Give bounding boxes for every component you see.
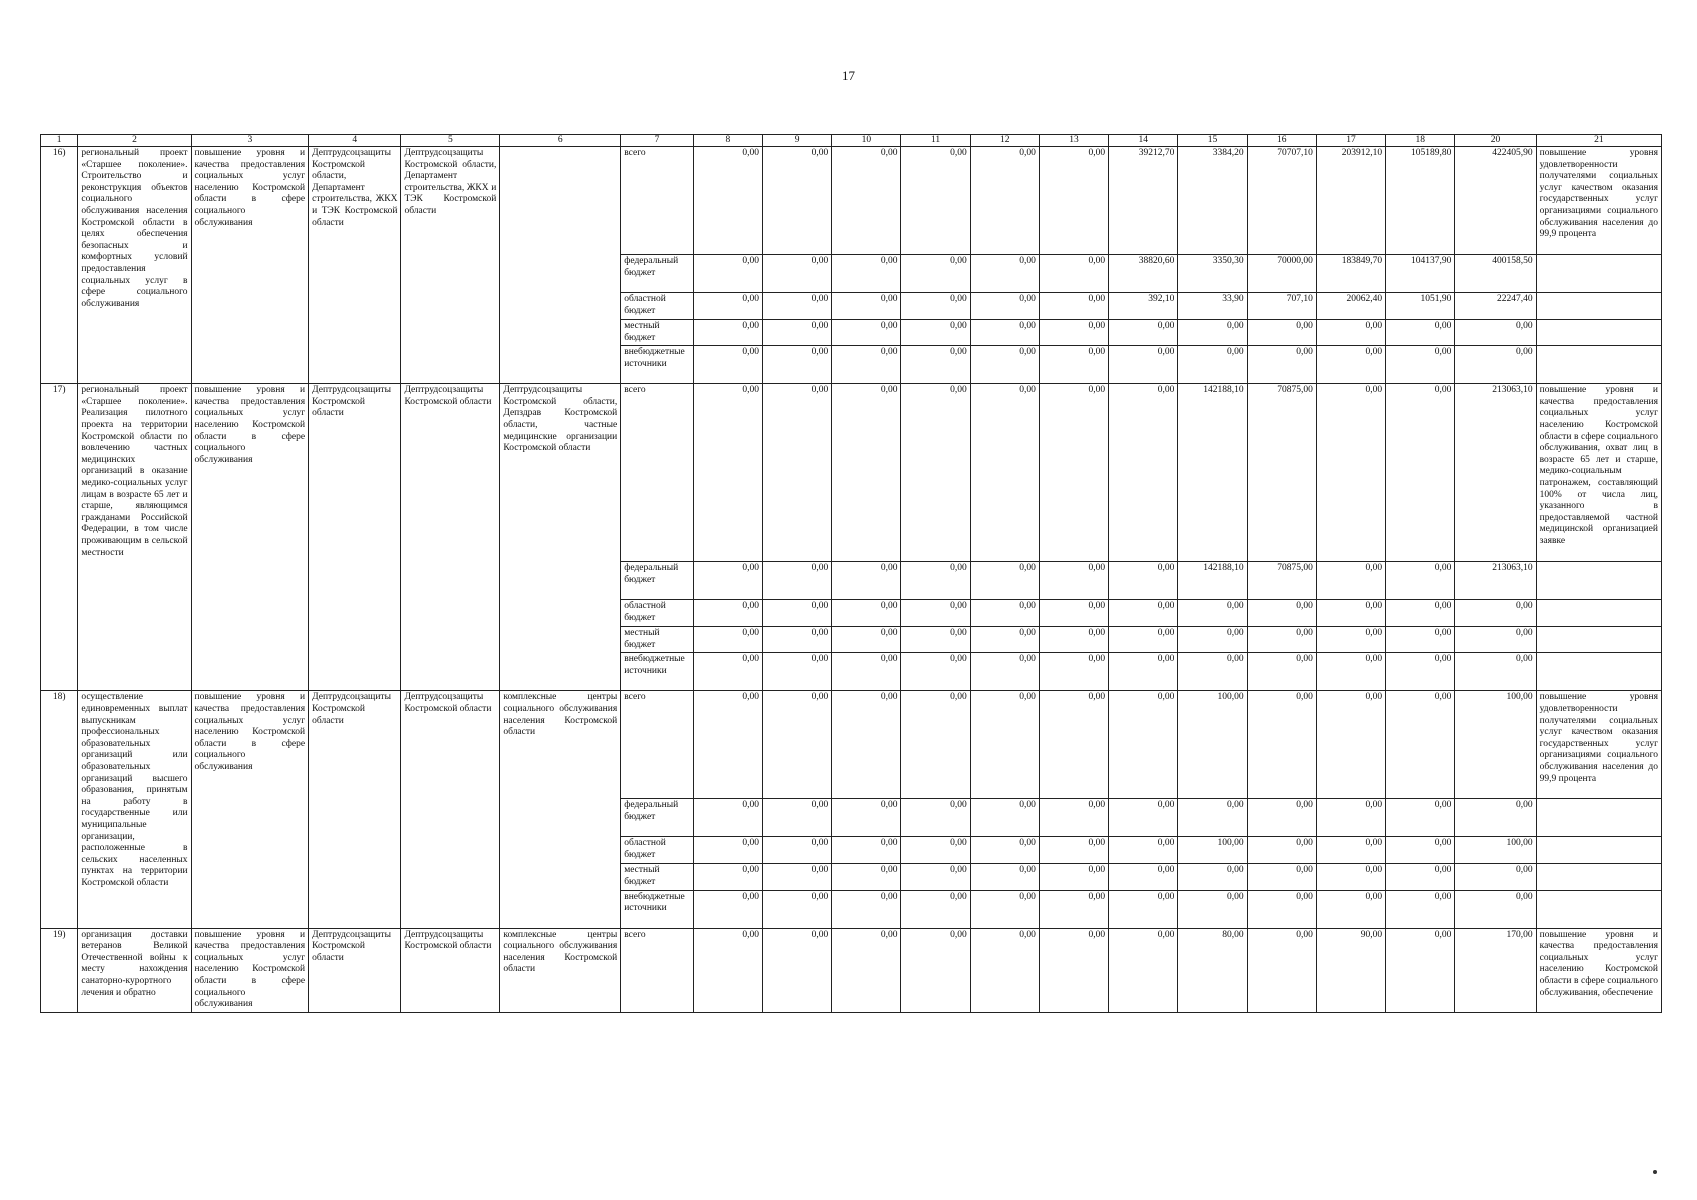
funding-amount: 20062,40 bbox=[1316, 293, 1385, 320]
funding-amount: 0,00 bbox=[693, 799, 762, 837]
funding-amount: 0,00 bbox=[1039, 320, 1108, 346]
expected-result-empty bbox=[1536, 653, 1661, 691]
funding-amount: 0,00 bbox=[1109, 320, 1178, 346]
funding-amount: 0,00 bbox=[762, 562, 831, 600]
funding-amount: 0,00 bbox=[901, 147, 970, 255]
expected-result-empty bbox=[1536, 255, 1661, 293]
column-header-cell: 11 bbox=[901, 135, 970, 147]
funding-amount: 0,00 bbox=[970, 600, 1039, 627]
funding-source: внебюджетные источники bbox=[621, 346, 694, 384]
funding-amount: 0,00 bbox=[901, 928, 970, 1012]
funding-source: областной бюджет bbox=[621, 600, 694, 627]
funding-amount: 0,00 bbox=[901, 653, 970, 691]
funding-amount: 1051,90 bbox=[1386, 293, 1455, 320]
funding-amount: 0,00 bbox=[1178, 653, 1247, 691]
funding-source: федеральный бюджет bbox=[621, 255, 694, 293]
funding-source: всего bbox=[621, 147, 694, 255]
funding-amount: 0,00 bbox=[1316, 799, 1385, 837]
funding-amount: 0,00 bbox=[1039, 864, 1108, 890]
funding-amount: 0,00 bbox=[1247, 600, 1316, 627]
funding-amount: 0,00 bbox=[762, 384, 831, 562]
funding-amount: 0,00 bbox=[832, 890, 901, 928]
participants: комплексные центры социального обслуживания населения Костромской области bbox=[500, 691, 621, 928]
funding-amount: 0,00 bbox=[1455, 799, 1536, 837]
funding-amount: 0,00 bbox=[1178, 600, 1247, 627]
measure-number: 18) bbox=[41, 691, 78, 928]
funding-amount: 0,00 bbox=[1247, 627, 1316, 653]
funding-source: местный бюджет bbox=[621, 864, 694, 890]
funding-amount: 0,00 bbox=[1178, 890, 1247, 928]
funding-amount: 0,00 bbox=[832, 799, 901, 837]
funding-amount: 0,00 bbox=[1039, 928, 1108, 1012]
column-header-cell: 3 bbox=[191, 135, 309, 147]
responsible-executor: Дептрудсоцзащиты Костромской области bbox=[309, 928, 401, 1012]
funding-amount: 0,00 bbox=[1247, 346, 1316, 384]
funding-amount: 0,00 bbox=[1386, 346, 1455, 384]
funding-amount: 0,00 bbox=[1455, 320, 1536, 346]
funding-amount: 70875,00 bbox=[1247, 562, 1316, 600]
funding-amount: 0,00 bbox=[1247, 890, 1316, 928]
funding-amount: 0,00 bbox=[762, 691, 831, 799]
funding-amount: 0,00 bbox=[901, 255, 970, 293]
funding-amount: 0,00 bbox=[693, 255, 762, 293]
funding-amount: 0,00 bbox=[1386, 653, 1455, 691]
funding-amount: 142188,10 bbox=[1178, 384, 1247, 562]
funding-amount: 0,00 bbox=[762, 864, 831, 890]
funding-amount: 0,00 bbox=[1247, 928, 1316, 1012]
funding-amount: 22247,40 bbox=[1455, 293, 1536, 320]
program-measures-table bbox=[40, 134, 1662, 1013]
funding-amount: 0,00 bbox=[1386, 837, 1455, 864]
responsible-executor: Дептрудсоцзащиты Костромской области bbox=[309, 384, 401, 691]
funding-amount: 0,00 bbox=[832, 627, 901, 653]
funding-amount: 0,00 bbox=[901, 320, 970, 346]
funding-amount: 0,00 bbox=[762, 928, 831, 1012]
funding-amount: 0,00 bbox=[1247, 799, 1316, 837]
funding-amount: 0,00 bbox=[1386, 691, 1455, 799]
funding-amount: 0,00 bbox=[1039, 346, 1108, 384]
funding-amount: 0,00 bbox=[1316, 691, 1385, 799]
funding-amount: 0,00 bbox=[832, 147, 901, 255]
responsible-executor: Дептрудсоцзащиты Костромской области, Департамент строительства, ЖКХ и ТЭК Костромской области bbox=[309, 147, 401, 384]
funding-amount: 0,00 bbox=[1039, 653, 1108, 691]
funding-amount: 0,00 bbox=[693, 837, 762, 864]
expected-result: повышение уровня и качества предоставления социальных услуг населению Костромской области в сфере социального обслуживания, обеспечение bbox=[1536, 928, 1661, 1012]
funding-amount: 0,00 bbox=[901, 864, 970, 890]
funding-amount: 3350,30 bbox=[1178, 255, 1247, 293]
funding-source: местный бюджет bbox=[621, 627, 694, 653]
funding-amount: 0,00 bbox=[832, 837, 901, 864]
funding-amount: 213063,10 bbox=[1455, 384, 1536, 562]
funding-amount: 0,00 bbox=[762, 147, 831, 255]
funding-amount: 0,00 bbox=[1109, 653, 1178, 691]
funding-amount: 0,00 bbox=[832, 928, 901, 1012]
table-row bbox=[41, 691, 1662, 799]
column-header-cell: 13 bbox=[1039, 135, 1108, 147]
funding-amount: 0,00 bbox=[1455, 653, 1536, 691]
participants: комплексные центры социального обслуживания населения Костромской области bbox=[500, 928, 621, 1012]
funding-amount: 0,00 bbox=[1316, 890, 1385, 928]
participants bbox=[500, 147, 621, 384]
funding-amount: 183849,70 bbox=[1316, 255, 1385, 293]
measure-number: 17) bbox=[41, 384, 78, 691]
funding-amount: 0,00 bbox=[1316, 627, 1385, 653]
column-header-cell: 4 bbox=[309, 135, 401, 147]
funding-amount: 0,00 bbox=[1247, 837, 1316, 864]
funding-amount: 100,00 bbox=[1455, 691, 1536, 799]
funding-amount: 0,00 bbox=[1455, 600, 1536, 627]
funding-amount: 0,00 bbox=[832, 864, 901, 890]
funding-amount: 0,00 bbox=[1386, 799, 1455, 837]
expected-result-empty bbox=[1536, 890, 1661, 928]
funding-amount: 0,00 bbox=[901, 346, 970, 384]
funding-amount: 0,00 bbox=[693, 346, 762, 384]
funding-amount: 213063,10 bbox=[1455, 562, 1536, 600]
funding-amount: 0,00 bbox=[970, 562, 1039, 600]
funding-amount: 104137,90 bbox=[1386, 255, 1455, 293]
funding-amount: 0,00 bbox=[970, 293, 1039, 320]
expected-result-empty bbox=[1536, 627, 1661, 653]
funding-amount: 100,00 bbox=[1455, 837, 1536, 864]
funding-amount: 0,00 bbox=[901, 837, 970, 864]
funding-amount: 0,00 bbox=[762, 293, 831, 320]
funding-amount: 0,00 bbox=[693, 562, 762, 600]
funding-amount: 0,00 bbox=[1039, 890, 1108, 928]
funding-amount: 0,00 bbox=[901, 890, 970, 928]
funding-amount: 105189,80 bbox=[1386, 147, 1455, 255]
funding-source: всего bbox=[621, 691, 694, 799]
measure-goal: повышение уровня и качества предоставления социальных услуг населению Костромской области в сфере социального обслуживания bbox=[191, 147, 309, 384]
funding-amount: 0,00 bbox=[832, 320, 901, 346]
measure-name: региональный проект «Старшее поколение». Строительство и реконструкция объектов социального обслуживания населения Костромской области в целях обеспечения безопасных и комфортных условий предоставления социальных услуг в сфере социального обслуживания bbox=[78, 147, 191, 384]
funding-amount: 392,10 bbox=[1109, 293, 1178, 320]
funding-amount: 0,00 bbox=[1178, 799, 1247, 837]
column-header-cell: 1 bbox=[41, 135, 78, 147]
funding-amount: 0,00 bbox=[970, 346, 1039, 384]
expected-result-empty bbox=[1536, 320, 1661, 346]
funding-amount: 0,00 bbox=[970, 653, 1039, 691]
funding-amount: 0,00 bbox=[901, 293, 970, 320]
funding-amount: 0,00 bbox=[693, 653, 762, 691]
funding-amount: 3384,20 bbox=[1178, 147, 1247, 255]
funding-amount: 0,00 bbox=[1109, 799, 1178, 837]
funding-amount: 0,00 bbox=[1386, 600, 1455, 627]
funding-amount: 0,00 bbox=[1178, 864, 1247, 890]
co-executor: Дептрудсоцзащиты Костромской области bbox=[401, 384, 500, 691]
funding-amount: 0,00 bbox=[832, 562, 901, 600]
funding-amount: 0,00 bbox=[832, 255, 901, 293]
column-header-cell: 5 bbox=[401, 135, 500, 147]
funding-amount: 0,00 bbox=[832, 293, 901, 320]
funding-amount: 38820,60 bbox=[1109, 255, 1178, 293]
funding-amount: 0,00 bbox=[1247, 691, 1316, 799]
funding-amount: 70707,10 bbox=[1247, 147, 1316, 255]
funding-amount: 0,00 bbox=[1039, 837, 1108, 864]
funding-amount: 0,00 bbox=[1039, 562, 1108, 600]
funding-amount: 0,00 bbox=[1316, 864, 1385, 890]
column-header-cell: 20 bbox=[1455, 135, 1536, 147]
funding-amount: 100,00 bbox=[1178, 691, 1247, 799]
co-executor: Дептрудсоцзащиты Костромской области, Департамент строительства, ЖКХ и ТЭК Костромской области bbox=[401, 147, 500, 384]
funding-amount: 0,00 bbox=[1178, 627, 1247, 653]
funding-amount: 0,00 bbox=[1386, 562, 1455, 600]
funding-amount: 0,00 bbox=[901, 799, 970, 837]
funding-amount: 0,00 bbox=[762, 653, 831, 691]
funding-amount: 0,00 bbox=[1109, 346, 1178, 384]
funding-amount: 0,00 bbox=[832, 384, 901, 562]
column-header-cell: 17 bbox=[1316, 135, 1385, 147]
funding-amount: 0,00 bbox=[901, 562, 970, 600]
funding-amount: 0,00 bbox=[693, 320, 762, 346]
measure-goal: повышение уровня и качества предоставления социальных услуг населению Костромской области в сфере социального обслуживания bbox=[191, 384, 309, 691]
funding-amount: 0,00 bbox=[1316, 837, 1385, 864]
funding-amount: 0,00 bbox=[832, 600, 901, 627]
funding-source: местный бюджет bbox=[621, 320, 694, 346]
funding-amount: 0,00 bbox=[1109, 562, 1178, 600]
funding-amount: 0,00 bbox=[762, 890, 831, 928]
funding-amount: 0,00 bbox=[1386, 320, 1455, 346]
column-header-cell: 6 bbox=[500, 135, 621, 147]
column-header-cell: 9 bbox=[762, 135, 831, 147]
funding-source: областной бюджет bbox=[621, 837, 694, 864]
funding-amount: 422405,90 bbox=[1455, 147, 1536, 255]
funding-amount: 0,00 bbox=[1455, 864, 1536, 890]
funding-amount: 0,00 bbox=[693, 691, 762, 799]
funding-source: федеральный бюджет bbox=[621, 799, 694, 837]
funding-amount: 0,00 bbox=[970, 320, 1039, 346]
funding-amount: 0,00 bbox=[1455, 890, 1536, 928]
funding-amount: 33,90 bbox=[1178, 293, 1247, 320]
funding-amount: 0,00 bbox=[693, 928, 762, 1012]
funding-amount: 0,00 bbox=[1178, 320, 1247, 346]
funding-amount: 0,00 bbox=[1109, 627, 1178, 653]
funding-amount: 0,00 bbox=[901, 627, 970, 653]
funding-amount: 100,00 bbox=[1178, 837, 1247, 864]
funding-amount: 0,00 bbox=[1455, 627, 1536, 653]
funding-amount: 0,00 bbox=[693, 147, 762, 255]
funding-amount: 0,00 bbox=[1039, 691, 1108, 799]
column-header-cell: 14 bbox=[1109, 135, 1178, 147]
funding-amount: 0,00 bbox=[1247, 864, 1316, 890]
column-header-cell: 18 bbox=[1386, 135, 1455, 147]
funding-amount: 0,00 bbox=[1109, 928, 1178, 1012]
column-header-cell: 12 bbox=[970, 135, 1039, 147]
measure-number: 16) bbox=[41, 147, 78, 384]
expected-result-empty bbox=[1536, 864, 1661, 890]
funding-amount: 0,00 bbox=[1247, 653, 1316, 691]
funding-amount: 0,00 bbox=[762, 627, 831, 653]
funding-source: всего bbox=[621, 384, 694, 562]
table-row bbox=[41, 928, 1662, 1012]
column-header-cell: 7 bbox=[621, 135, 694, 147]
funding-amount: 0,00 bbox=[970, 928, 1039, 1012]
expected-result-empty bbox=[1536, 837, 1661, 864]
funding-amount: 0,00 bbox=[1039, 627, 1108, 653]
funding-amount: 70000,00 bbox=[1247, 255, 1316, 293]
expected-result-empty bbox=[1536, 293, 1661, 320]
measure-goal: повышение уровня и качества предоставления социальных услуг населению Костромской области в сфере социального обслуживания bbox=[191, 928, 309, 1012]
funding-amount: 0,00 bbox=[1386, 928, 1455, 1012]
funding-amount: 0,00 bbox=[1178, 346, 1247, 384]
expected-result-empty bbox=[1536, 799, 1661, 837]
column-header-cell: 2 bbox=[78, 135, 191, 147]
funding-amount: 0,00 bbox=[970, 799, 1039, 837]
funding-amount: 0,00 bbox=[1316, 653, 1385, 691]
funding-amount: 0,00 bbox=[970, 627, 1039, 653]
funding-amount: 0,00 bbox=[1316, 384, 1385, 562]
funding-amount: 142188,10 bbox=[1178, 562, 1247, 600]
funding-amount: 0,00 bbox=[901, 600, 970, 627]
funding-amount: 0,00 bbox=[693, 384, 762, 562]
column-header-cell: 15 bbox=[1178, 135, 1247, 147]
funding-amount: 90,00 bbox=[1316, 928, 1385, 1012]
funding-amount: 0,00 bbox=[970, 255, 1039, 293]
funding-amount: 0,00 bbox=[1109, 384, 1178, 562]
funding-amount: 0,00 bbox=[1039, 384, 1108, 562]
funding-amount: 0,00 bbox=[1247, 320, 1316, 346]
expected-result-empty bbox=[1536, 346, 1661, 384]
funding-amount: 0,00 bbox=[1109, 600, 1178, 627]
measure-number: 19) bbox=[41, 928, 78, 1012]
funding-amount: 0,00 bbox=[832, 653, 901, 691]
funding-amount: 203912,10 bbox=[1316, 147, 1385, 255]
scan-mark bbox=[1653, 1170, 1657, 1174]
funding-amount: 0,00 bbox=[970, 691, 1039, 799]
measure-goal: повышение уровня и качества предоставления социальных услуг населению Костромской области в сфере социального обслуживания bbox=[191, 691, 309, 928]
co-executor: Дептрудсоцзащиты Костромской области bbox=[401, 691, 500, 928]
co-executor: Дептрудсоцзащиты Костромской области bbox=[401, 928, 500, 1012]
expected-result-empty bbox=[1536, 600, 1661, 627]
participants: Дептрудсоцзащиты Костромской области, Депздрав Костромской области, частные медицинские организации Костромской области bbox=[500, 384, 621, 691]
funding-amount: 0,00 bbox=[762, 320, 831, 346]
funding-amount: 0,00 bbox=[1316, 346, 1385, 384]
funding-amount: 0,00 bbox=[1386, 627, 1455, 653]
funding-amount: 0,00 bbox=[1316, 562, 1385, 600]
funding-amount: 0,00 bbox=[693, 627, 762, 653]
funding-amount: 0,00 bbox=[1039, 147, 1108, 255]
funding-amount: 70875,00 bbox=[1247, 384, 1316, 562]
funding-amount: 0,00 bbox=[970, 890, 1039, 928]
column-header-cell: 10 bbox=[832, 135, 901, 147]
table-row bbox=[41, 147, 1662, 255]
funding-source: областной бюджет bbox=[621, 293, 694, 320]
funding-amount: 0,00 bbox=[832, 691, 901, 799]
funding-amount: 0,00 bbox=[1455, 346, 1536, 384]
funding-amount: 0,00 bbox=[762, 799, 831, 837]
table-row bbox=[41, 384, 1662, 562]
expected-result-empty bbox=[1536, 562, 1661, 600]
funding-amount: 0,00 bbox=[970, 384, 1039, 562]
funding-amount: 0,00 bbox=[1386, 384, 1455, 562]
funding-amount: 0,00 bbox=[1316, 320, 1385, 346]
funding-amount: 0,00 bbox=[1039, 600, 1108, 627]
expected-result: повышение уровня удовлетворенности получателями социальных услуг качеством оказания государственных услуг организациями социального обслуживания населения до 99,9 процента bbox=[1536, 147, 1661, 255]
funding-amount: 170,00 bbox=[1455, 928, 1536, 1012]
funding-amount: 0,00 bbox=[693, 864, 762, 890]
funding-source: федеральный бюджет bbox=[621, 562, 694, 600]
funding-amount: 0,00 bbox=[1039, 293, 1108, 320]
funding-amount: 0,00 bbox=[762, 255, 831, 293]
measure-name: осуществление единовременных выплат выпускникам профессиональных образовательных организаций или образовательных организаций высшего образования, принятым на работу в государственные или муниципальные организации, расположенные в сельских населенных пунктах на территории Костромской области bbox=[78, 691, 191, 928]
funding-amount: 80,00 bbox=[1178, 928, 1247, 1012]
funding-amount: 0,00 bbox=[970, 864, 1039, 890]
funding-amount: 0,00 bbox=[1109, 837, 1178, 864]
measure-name: организация доставки ветеранов Великой Отечественной войны к месту нахождения санаторно-курортного лечения и обратно bbox=[78, 928, 191, 1012]
column-header-cell: 21 bbox=[1536, 135, 1661, 147]
funding-source: всего bbox=[621, 928, 694, 1012]
page-number: 17 bbox=[842, 68, 855, 83]
funding-amount: 0,00 bbox=[693, 890, 762, 928]
funding-amount: 0,00 bbox=[901, 691, 970, 799]
funding-amount: 0,00 bbox=[762, 346, 831, 384]
funding-source: внебюджетные источники bbox=[621, 653, 694, 691]
funding-amount: 0,00 bbox=[1109, 691, 1178, 799]
funding-amount: 0,00 bbox=[762, 600, 831, 627]
funding-amount: 0,00 bbox=[1386, 890, 1455, 928]
funding-source: внебюджетные источники bbox=[621, 890, 694, 928]
responsible-executor: Дептрудсоцзащиты Костромской области bbox=[309, 691, 401, 928]
expected-result: повышение уровня удовлетворенности получателями социальных услуг качеством оказания государственных услуг организациями социального обслуживания населения до 99,9 процента bbox=[1536, 691, 1661, 799]
funding-amount: 0,00 bbox=[1039, 255, 1108, 293]
funding-amount: 400158,50 bbox=[1455, 255, 1536, 293]
column-header-cell: 16 bbox=[1247, 135, 1316, 147]
funding-amount: 0,00 bbox=[1109, 890, 1178, 928]
column-number-header bbox=[41, 135, 1662, 147]
funding-amount: 707,10 bbox=[1247, 293, 1316, 320]
funding-amount: 0,00 bbox=[1039, 799, 1108, 837]
funding-amount: 0,00 bbox=[693, 293, 762, 320]
funding-amount: 39212,70 bbox=[1109, 147, 1178, 255]
funding-amount: 0,00 bbox=[832, 346, 901, 384]
funding-amount: 0,00 bbox=[762, 837, 831, 864]
funding-amount: 0,00 bbox=[970, 837, 1039, 864]
funding-amount: 0,00 bbox=[1316, 600, 1385, 627]
funding-amount: 0,00 bbox=[1109, 864, 1178, 890]
funding-amount: 0,00 bbox=[693, 600, 762, 627]
funding-amount: 0,00 bbox=[901, 384, 970, 562]
measure-name: региональный проект «Старшее поколение». Реализация пилотного проекта на территории Костромской области по вовлечению частных медицинских организаций в оказание медико-социальных услуг лицам в возрасте 65 лет и старше, являющимся гражданами Российской Федерации, в том числе проживающим в сельской местности bbox=[78, 384, 191, 691]
funding-amount: 0,00 bbox=[970, 147, 1039, 255]
funding-amount: 0,00 bbox=[1386, 864, 1455, 890]
expected-result: повышение уровня и качества предоставления социальных услуг населению Костромской области в сфере социального обслуживания, охват лиц в возрасте 65 лет и старше, медико-социальным патронажем, составляющий 100% от числа лиц, указанного в предоставляемой частной медицинской организацией заявке bbox=[1536, 384, 1661, 562]
column-header-cell: 8 bbox=[693, 135, 762, 147]
